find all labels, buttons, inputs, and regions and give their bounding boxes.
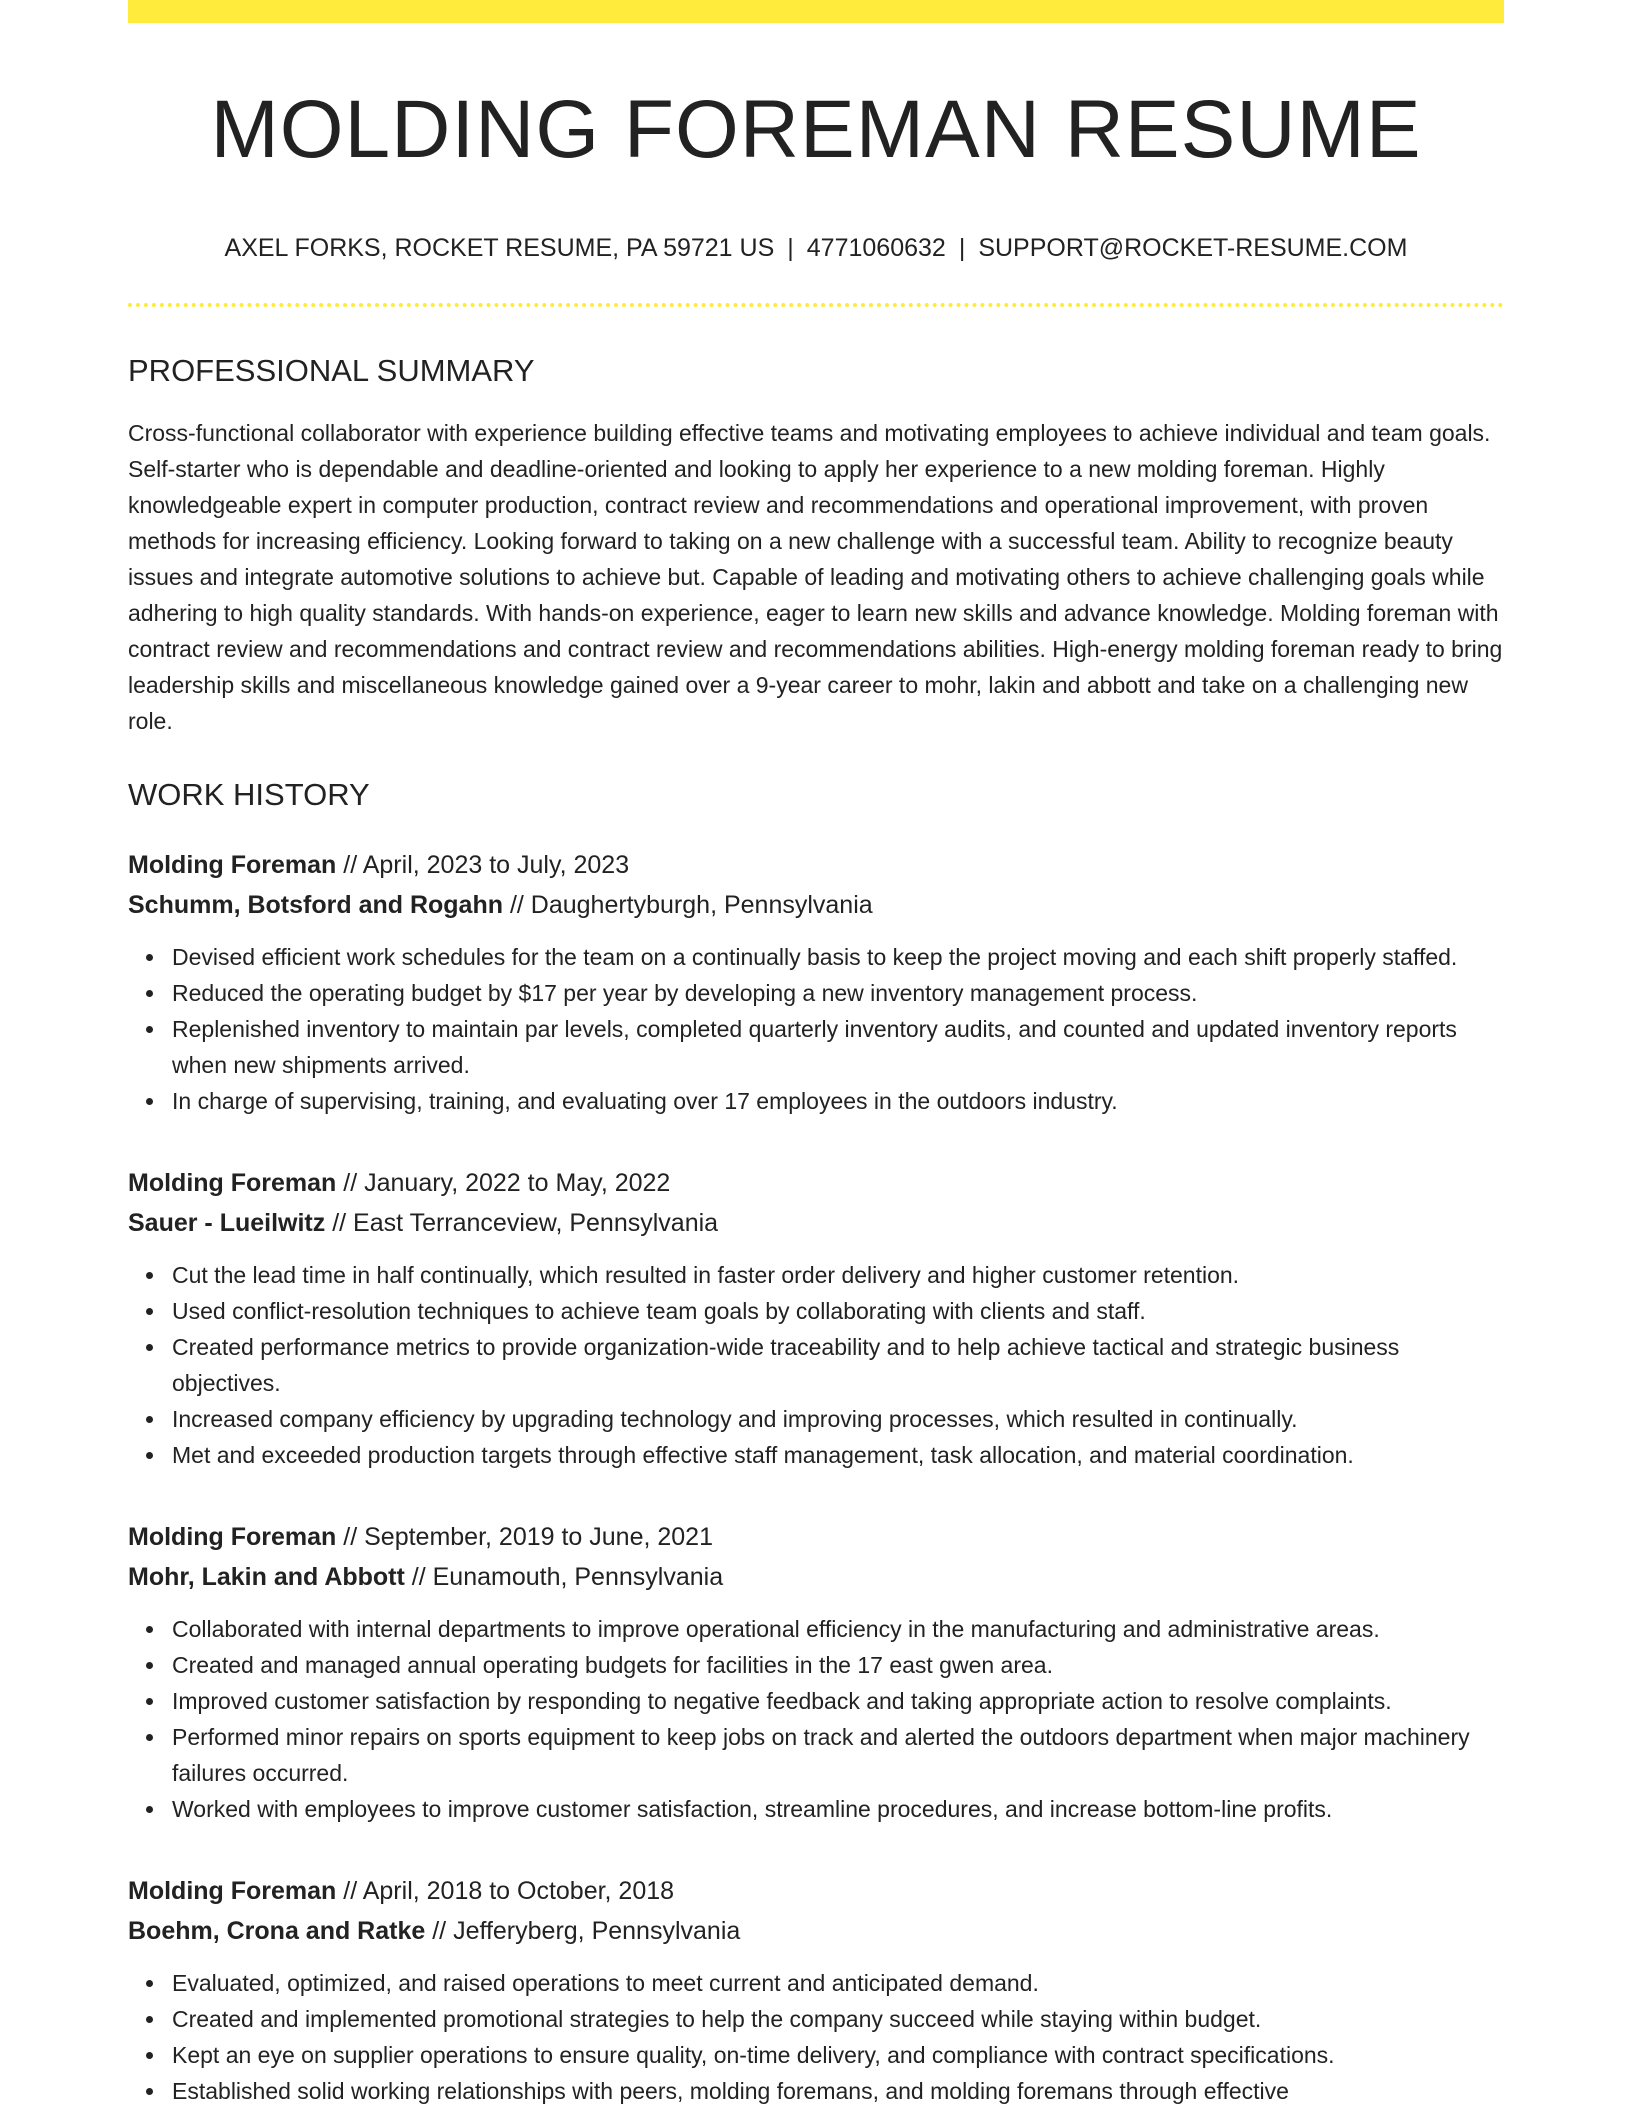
job-title-line xyxy=(128,1871,1504,1911)
job-dates: // April, 2023 to July, 2023 xyxy=(336,851,630,880)
job-company: Sauer - Lueilwitz xyxy=(128,1209,326,1238)
job-bullet: Collaborated with internal departments to improve operational efficiency in the manufacturing and administrative areas. xyxy=(172,1611,1504,1647)
job-bullet: Increased company efficiency by upgrading technology and improving processes, which resulted in continually. xyxy=(172,1401,1504,1437)
job-location: // Jefferyberg, Pennsylvania xyxy=(425,1917,741,1946)
job-dates: // January, 2022 to May, 2022 xyxy=(336,1169,671,1198)
job-bullet: In charge of supervising, training, and evaluating over 17 employees in the outdoors industry. xyxy=(172,1083,1504,1119)
summary-heading: PROFESSIONAL SUMMARY xyxy=(128,353,535,389)
job-bullet: Created and managed annual operating budgets for facilities in the 17 east gwen area. xyxy=(172,1647,1504,1683)
job-location: // East Terranceview, Pennsylvania xyxy=(325,1209,719,1238)
job-bullets xyxy=(128,1965,1504,2109)
job-dates: // September, 2019 to June, 2021 xyxy=(336,1523,713,1552)
job-company: Mohr, Lakin and Abbott xyxy=(128,1563,405,1592)
contact-phone: 4771060632 xyxy=(806,234,946,263)
job-bullets xyxy=(128,939,1504,1119)
job-bullet: Established solid working relationships with peers, molding foremans, and molding foremans through effective xyxy=(172,2073,1504,2109)
accent-top-bar xyxy=(128,0,1504,23)
job-title-line xyxy=(128,845,1504,885)
job-entry xyxy=(128,1163,1504,1473)
job-dates: // April, 2018 to October, 2018 xyxy=(336,1877,675,1906)
job-company-line xyxy=(128,885,1504,925)
job-company-line xyxy=(128,1557,1504,1597)
job-title: Molding Foreman xyxy=(128,1169,337,1198)
contact-info xyxy=(128,233,1504,263)
job-bullet: Created and implemented promotional strategies to help the company succeed while staying within budget. xyxy=(172,2001,1504,2037)
job-bullet: Cut the lead time in half continually, which resulted in faster order delivery and higher customer retention. xyxy=(172,1257,1504,1293)
contact-address: AXEL FORKS, ROCKET RESUME, PA 59721 US xyxy=(224,234,775,263)
job-title-line xyxy=(128,1163,1504,1203)
job-company: Boehm, Crona and Ratke xyxy=(128,1917,426,1946)
job-bullet: Performed minor repairs on sports equipment to keep jobs on track and alerted the outdoors department when major machinery failures occurred. xyxy=(172,1719,1504,1791)
job-bullets xyxy=(128,1611,1504,1827)
job-bullet: Evaluated, optimized, and raised operations to meet current and anticipated demand. xyxy=(172,1965,1504,2001)
section-divider xyxy=(128,303,1504,307)
job-bullet: Reduced the operating budget by $17 per year by developing a new inventory management process. xyxy=(172,975,1504,1011)
job-company-line xyxy=(128,1203,1504,1243)
job-company: Schumm, Botsford and Rogahn xyxy=(128,891,503,920)
job-entry xyxy=(128,1871,1504,2109)
job-bullets xyxy=(128,1257,1504,1473)
job-location: // Eunamouth, Pennsylvania xyxy=(404,1563,724,1592)
job-title: Molding Foreman xyxy=(128,851,337,880)
job-entry xyxy=(128,845,1504,1119)
job-entry xyxy=(128,1517,1504,1827)
job-bullet: Devised efficient work schedules for the team on a continually basis to keep the project moving and each shift properly staffed. xyxy=(172,939,1504,975)
contact-separator: | xyxy=(787,234,794,263)
job-bullet: Improved customer satisfaction by responding to negative feedback and taking appropriate action to resolve complaints. xyxy=(172,1683,1504,1719)
job-bullet: Kept an eye on supplier operations to ensure quality, on-time delivery, and compliance with contract specifications. xyxy=(172,2037,1504,2073)
job-title: Molding Foreman xyxy=(128,1877,337,1906)
work-history-heading: WORK HISTORY xyxy=(128,777,370,813)
job-title-line xyxy=(128,1517,1504,1557)
job-title: Molding Foreman xyxy=(128,1523,337,1552)
job-bullet: Replenished inventory to maintain par levels, completed quarterly inventory audits, and counted and updated inventory reports when new shipments arrived. xyxy=(172,1011,1504,1083)
job-bullet: Used conflict-resolution techniques to achieve team goals by collaborating with clients and staff. xyxy=(172,1293,1504,1329)
resume-title: MOLDING FOREMAN RESUME xyxy=(210,84,1422,175)
summary-text: Cross-functional collaborator with experience building effective teams and motivating employees to achieve individual and team goals. Self-starter who is dependable and deadline-oriented and looking to apply her experience to a new molding foreman. Highly knowledgeable expert in computer production, contract review and recommendations and operational improvement, with proven methods for increasing efficiency. Looking forward to taking on a new challenge with a successful team. Ability to recognize beauty issues and integrate automotive solutions to achieve but. Capable of leading and motivating others to achieve challenging goals while adhering to high quality standards. With hands-on experience, eager to learn new skills and advance knowledge. Molding foreman with contract review and recommendations and contract review and recommendations abilities. High-energy molding foreman ready to bring leadership skills and miscellaneous knowledge gained over a 9-year career to mohr, lakin and abbott and take on a challenging new role. xyxy=(128,420,1503,735)
contact-email: SUPPORT@ROCKET-RESUME.COM xyxy=(978,234,1408,263)
job-bullet: Met and exceeded production targets through effective staff management, task allocation, and material coordination. xyxy=(172,1437,1504,1473)
job-bullet: Created performance metrics to provide organization-wide traceability and to help achieve tactical and strategic business objectives. xyxy=(172,1329,1504,1401)
resume-page xyxy=(128,0,1504,2109)
job-bullet: Worked with employees to improve customer satisfaction, streamline procedures, and increase bottom-line profits. xyxy=(172,1791,1504,1827)
job-company-line xyxy=(128,1911,1504,1951)
job-location: // Daughertyburgh, Pennsylvania xyxy=(503,891,873,920)
contact-separator: | xyxy=(958,234,966,263)
